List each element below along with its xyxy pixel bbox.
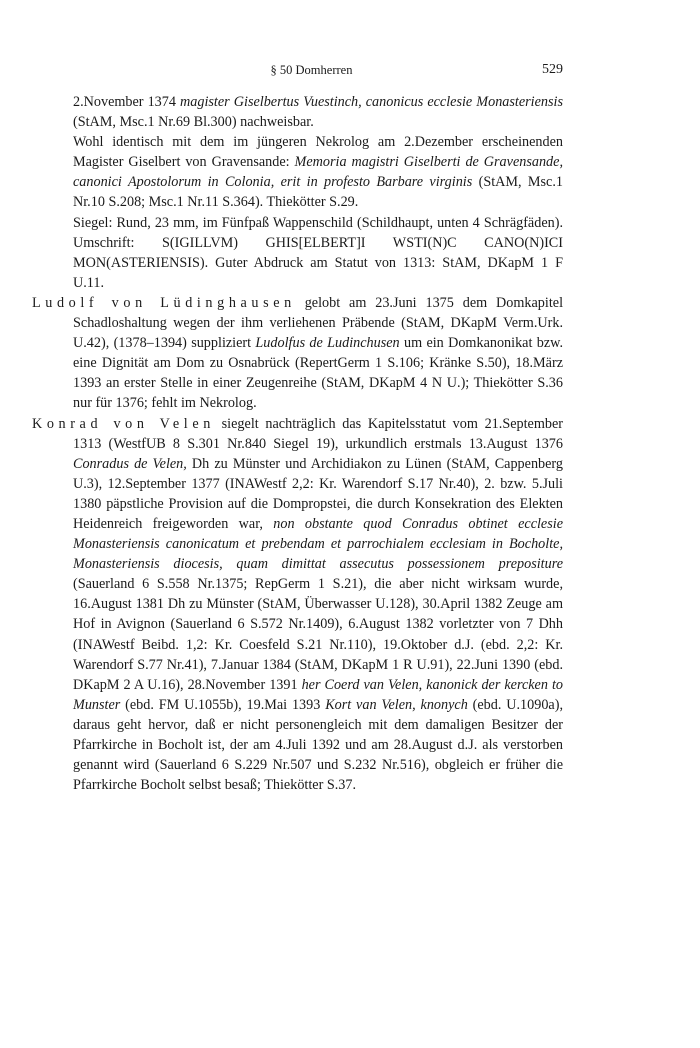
person-name: Ludolf von Lüdinghausen [32,294,296,311]
person-name: Konrad von Velen [32,415,215,432]
text-segment: Dh zu Münster und Archidiakon zu Lünen (StAM, Cappenberg U.3), 12.September 1377 (INAWestf 2,2: Kr. Warendorf S.17 Nr.40), 2. bzw. 5.Juli 1380 päpstliche Provision auf die Dompropstei, die durch Konsekration des Elekten Heidenreich freigeworden war, [73,455,563,532]
latin-quote: her Coerd van Velen, kanonick der kercken to Munster [73,676,563,713]
latin-quote: Memoria magistri Giselberti de Gravensande, canonici Apostolorum in Colonia, erit in profesto Barbare virginis [73,154,563,191]
text-segment: (StAM, Msc.1 Nr.69 Bl.300) nachweisbar. [73,114,314,131]
text-segment: Wohl identisch mit dem im jüngeren Nekrolog am 2.Dezember erscheinenden Magister Giselbert von Gravensande: [73,134,563,171]
text-segment: Siegel: Rund, 23 mm, im Fünfpaß Wappenschild (Schildhaupt, unten 4 Schrägfäden). Umschrift: S(IGILLVM) GHIS[ELBERT]I WSTI(N)C CANO(N)ICI MON(ASTERIENSIS). Guter Abdruck am Statut von 1313: StAM, DKapM 1 F U.11. [73,214,563,291]
text-segment: um ein Domkanonikat bzw. eine Dignität am Dom zu Osnabrück (RepertGerm 1 S.106; Kränke S.50), 18.März 1393 an erster Stelle in einer Zeugenreihe (StAM, DKapM 4 N U.); Thiekötter S.36 nur für 1376; fehlt im Nekrolog. [73,335,564,412]
paragraph-giselbert-siegel [32,213,563,293]
latin-quote: non obstante quod Conradus obtinet ecclesie Monasteriensis canonicatum et prebendam et parrochialem ecclesiam in Bocholte, Monasteriensis diocesis, quam dimittat assecutus possessionem prepositure [73,515,563,573]
latin-quote: Ludolfus de Ludinchusen [255,335,400,352]
text-segment: siegelt nachträglich das Kapitelsstatut vom 21.September 1313 (WestfUB 8 S.301 Nr.840 Siegel 19), urkundlich erstmals 13.August 1376 [73,415,563,452]
page-number: 529 [542,62,563,77]
page-header [60,63,563,81]
text-segment: (Sauerland 6 S.558 Nr.1375; RepGerm 1 S.21), die aber nicht wirksam wurde, 16.August 1381 Dh zu Münster (StAM, Überwasser U.128), 30.April 1382 Zeuge am Hof in Avignon (Sauerland 6 S.572 Nr.1409), 6.August 1382 vorletzter von 7 Dhh (INAWestf Beibd. 1,2: Kr. Coesfeld S.21 Nr.110), 19.Oktober d.J. (ebd. 2,2: Kr. Warendorf S.77 Nr.41), 7.Januar 1384 (StAM, DKapM 1 R U.91), 22.Juni 1390 (ebd. DKapM 2 A U.16), 28.November 1391 [73,576,563,693]
text-body [32,92,563,795]
text-segment: (ebd. U.1090a), daraus geht hervor, daß er nicht personengleich mit dem damaligen Besitzer der Pfarrkirche in Bocholt ist, der am 4.Juli 1392 und am 28.August d.J. als verstorben genannt wird (Sauerland 6 S.229 Nr.507 und S.232 Nr.516), obgleich er früher die Pfarrkirche Bocholt selbst besaß; Thiekötter S.37. [73,696,563,794]
paragraph-giselbert-1374 [32,92,563,132]
text-segment: (StAM, Msc.1 Nr.10 S.208; Msc.1 Nr.11 S.364). Thiekötter S.29. [73,174,563,211]
entry-konrad-von-velen [32,414,563,796]
text-segment: gelobt am 23.Juni 1375 dem Domkapitel Schadloshaltung wegen der ihm verliehenen Präbende (StAM, DKapM Verm.Urk. U.42), (1378–1394) suppliziert [73,294,564,352]
paragraph-giselbert-nekrolog [32,132,563,212]
latin-quote: magister Giselbertus Vuestinch, canonicus ecclesie Monasteriensis [180,94,563,110]
running-head: § 50 Domherren [270,63,353,77]
text-segment: 2.November 1374 [73,94,181,110]
text-segment: (ebd. FM U.1055b), 19.Mai 1393 [120,696,326,713]
entry-ludolf-von-luedinghausen [32,293,563,414]
latin-quote: Conradus de Velen, [73,455,187,472]
latin-quote: Kort van Velen, knonych [325,696,468,713]
